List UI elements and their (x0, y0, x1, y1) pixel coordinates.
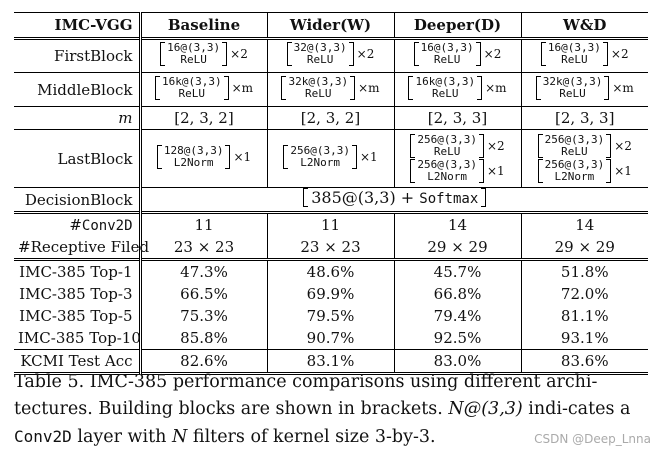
caption-text-3: layer with (71, 427, 173, 447)
block-multiplier: ×1 (614, 164, 632, 178)
cell-top5-2: 79.4% (394, 305, 521, 327)
cell-m-0: [2, 3, 2] (140, 107, 267, 130)
row-label-m: m (14, 107, 140, 130)
decision-activation: Softmax (419, 191, 479, 207)
cell-top5-3: 81.1% (560, 307, 609, 325)
block-activation: ReLU (433, 145, 461, 158)
watermark: CSDN @Deep_Lnna (534, 432, 651, 446)
row-label-receptive: #Receptive Filed (14, 236, 140, 260)
block-multiplier: ×2 (483, 47, 502, 61)
corner-header: IMC-VGG (14, 13, 140, 39)
cell-m-1: [2, 3, 2] (267, 107, 394, 130)
block-multiplier: ×m (231, 80, 254, 95)
caption-text-4: filters of kernel size 3-by-3. (187, 427, 436, 447)
block-activation: ReLU (306, 53, 334, 66)
row-label-decisionblock: DecisionBlock (14, 188, 140, 213)
cell-conv2d-2: 14 (394, 213, 521, 237)
cell-top3-3: 72.0% (560, 285, 609, 303)
row-decisionblock (14, 188, 648, 213)
block-multiplier: ×1 (486, 164, 505, 178)
cell-top1-2: 45.7% (394, 260, 521, 284)
cell-top10-2: 92.5% (394, 327, 521, 350)
cell-conv2d-3: 14 (575, 216, 595, 234)
block-activation: L2Norm (554, 170, 595, 183)
block-activation: L2Norm (427, 170, 468, 183)
cell-first-3 (521, 39, 648, 73)
block-activation: ReLU (178, 86, 206, 100)
cell-top10-1: 90.7% (267, 327, 394, 350)
block-spec: 256@(3,3) (544, 158, 605, 171)
block-activation: ReLU (559, 86, 586, 100)
block-activation: ReLU (180, 53, 207, 66)
header-row (14, 13, 648, 39)
caption-n: N (172, 427, 188, 447)
cell-receptive-0: 23 × 23 (140, 236, 267, 260)
cell-decision (140, 188, 648, 213)
block-spec: 16@(3,3) (167, 41, 221, 54)
block-activation: ReLU (561, 53, 588, 66)
block-multiplier: ×m (612, 80, 634, 95)
cell-first-0 (140, 39, 267, 73)
block-multiplier: ×m (485, 80, 507, 95)
cell-receptive-1: 23 × 23 (267, 236, 394, 260)
cell-kcmi-0: 82.6% (140, 350, 267, 374)
cell-last-3 (521, 130, 648, 188)
cell-top1-3: 51.8% (560, 263, 609, 281)
cell-middle-1 (267, 73, 394, 107)
cell-m-2: [2, 3, 3] (394, 107, 521, 130)
cell-m-3: [2, 3, 3] (555, 109, 615, 127)
row-label-firstblock: FirstBlock (14, 39, 140, 73)
block-spec: 32k@(3,3) (288, 74, 349, 88)
block-activation: ReLU (433, 53, 461, 66)
cell-top10-0: 85.8% (140, 327, 267, 350)
row-label-top3: IMC-385 Top-3 (14, 283, 140, 305)
row-label-top1: IMC-385 Top-1 (14, 260, 140, 284)
row-lastblock (14, 130, 648, 188)
block-multiplier: ×2 (356, 47, 375, 61)
row-label-lastblock: LastBlock (14, 130, 140, 188)
block-spec: 256@(3,3) (290, 143, 350, 157)
cell-middle-3 (521, 73, 648, 107)
block-multiplier: ×1 (359, 149, 378, 164)
block-activation: ReLU (305, 86, 332, 100)
block-multiplier: ×1 (233, 149, 252, 164)
row-top3 (14, 283, 648, 305)
row-label-top10: IMC-385 Top-10 (14, 327, 140, 350)
cell-kcmi-2: 83.0% (394, 350, 521, 374)
row-label-kcmi: KCMI Test Acc (14, 350, 140, 374)
decision-spec: 385@(3,3) + (311, 188, 420, 207)
row-conv2d (14, 213, 648, 237)
cell-first-1 (267, 39, 394, 73)
comparison-table-wrapper (14, 12, 648, 375)
row-label-conv2d (14, 213, 140, 237)
block-spec: 256@(3,3) (417, 133, 477, 146)
row-label-middleblock: MiddleBlock (14, 73, 140, 107)
col-header-deeper: Deeper(D) (394, 13, 521, 39)
block-spec: 256@(3,3) (417, 158, 477, 171)
cell-conv2d-0: 11 (140, 213, 267, 237)
col-header-wd: W&D (563, 16, 607, 34)
block-activation: ReLU (561, 145, 588, 158)
block-activation: ReLU (432, 86, 459, 100)
block-spec: 32k@(3,3) (542, 74, 603, 88)
row-top5 (14, 305, 648, 327)
cell-top1-0: 47.3% (140, 260, 267, 284)
block-activation: L2Norm (300, 155, 341, 169)
cell-receptive-3: 29 × 29 (554, 238, 615, 256)
cell-top5-0: 75.3% (140, 305, 267, 327)
cell-top5-1: 79.5% (267, 305, 394, 327)
block-spec: 32@(3,3) (293, 41, 347, 54)
hash-sign: # (69, 216, 82, 234)
cell-conv2d-1: 11 (267, 213, 394, 237)
row-top1 (14, 260, 648, 284)
caption-n-filters: N@(3,3) (448, 399, 523, 419)
cell-top10-3: 93.1% (560, 329, 609, 347)
caption-text-1: Table 5. IMC-385 performance comparisons using different archi-tectures. Building blocks are shown in brackets. (14, 372, 598, 419)
cell-last-2 (394, 130, 521, 188)
caption-conv2d: Conv2D (14, 427, 72, 446)
col-header-wider: Wider(W) (267, 13, 394, 39)
block-spec: 16k@(3,3) (161, 74, 222, 88)
cell-kcmi-1: 83.1% (267, 350, 394, 374)
row-middleblock (14, 73, 648, 107)
block-multiplier: ×2 (610, 47, 629, 61)
block-spec: 16@(3,3) (420, 41, 474, 54)
block-spec: 256@(3,3) (544, 133, 605, 146)
cell-last-0 (140, 130, 267, 188)
block-activation: L2Norm (173, 155, 214, 169)
row-top10 (14, 327, 648, 350)
block-spec: 16@(3,3) (547, 41, 601, 54)
comparison-table (14, 12, 648, 375)
cell-middle-2 (394, 73, 521, 107)
cell-kcmi-3: 83.6% (560, 352, 609, 370)
block-spec: 128@(3,3) (163, 143, 224, 157)
cell-top3-2: 66.8% (394, 283, 521, 305)
cell-first-2 (394, 39, 521, 73)
row-label-top5: IMC-385 Top-5 (14, 305, 140, 327)
conv2d-label: Conv2D (81, 218, 133, 234)
cell-last-1 (267, 130, 394, 188)
block-multiplier: ×m (358, 80, 380, 95)
cell-top3-1: 69.9% (267, 283, 394, 305)
row-firstblock (14, 39, 648, 73)
block-multiplier: ×2 (486, 139, 505, 153)
cell-receptive-2: 29 × 29 (394, 236, 521, 260)
block-multiplier: ×2 (614, 139, 632, 153)
row-receptive (14, 236, 648, 260)
cell-top3-0: 66.5% (140, 283, 267, 305)
cell-middle-0 (140, 73, 267, 107)
cell-top1-1: 48.6% (267, 260, 394, 284)
caption-text-2: indi-cates a (522, 399, 631, 419)
block-multiplier: ×2 (230, 47, 248, 61)
block-spec: 16k@(3,3) (415, 74, 476, 88)
col-header-baseline: Baseline (140, 13, 267, 39)
row-m (14, 107, 648, 130)
